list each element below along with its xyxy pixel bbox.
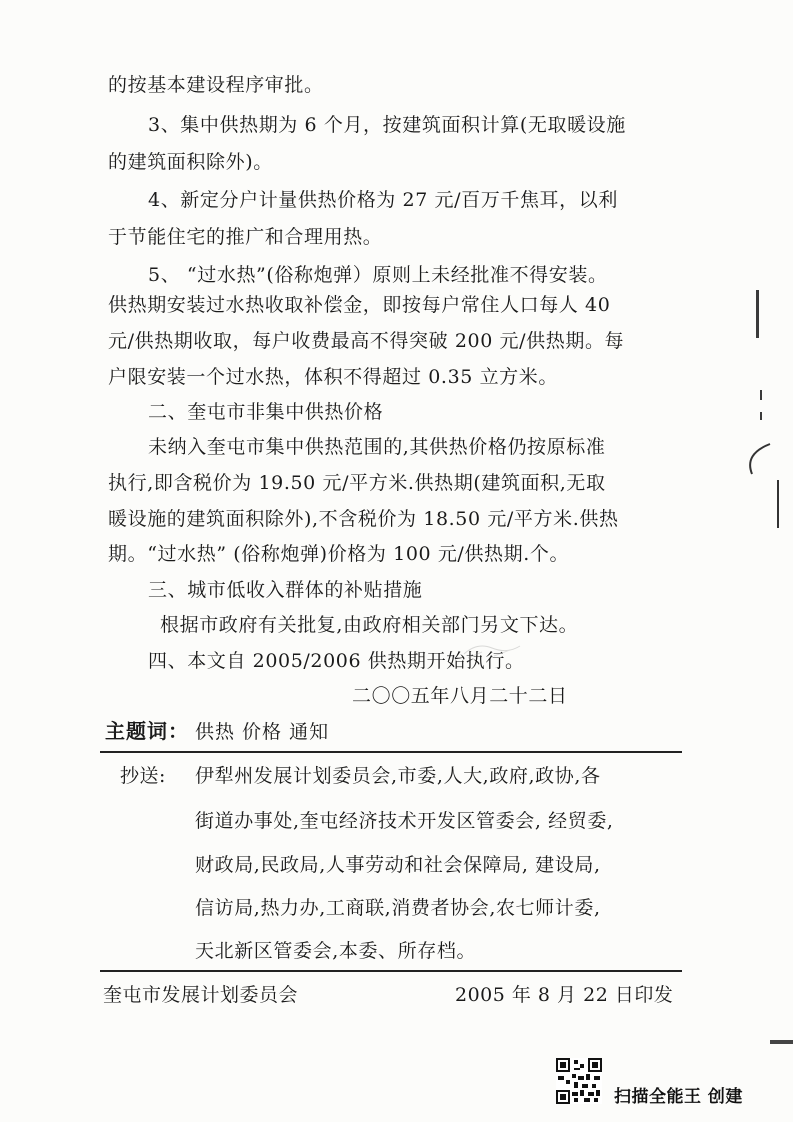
stamp-residue bbox=[462, 640, 522, 660]
section-heading: 三、城市低收入群体的补贴措施 bbox=[148, 579, 423, 601]
scan-edge-shadow bbox=[770, 1040, 793, 1044]
body-line: 5、 “过水热”(俗称炮弹）原则上未经批准不得安装。 bbox=[148, 264, 608, 286]
body-line: 于节能住宅的推广和合理用热。 bbox=[108, 226, 383, 248]
cc-line: 财政局,民政局,人事劳动和社会保障局, 建设局, bbox=[195, 854, 601, 876]
subject-words bbox=[105, 718, 329, 745]
section-heading: 四、本文自 2005/2006 供热期开始执行。 bbox=[148, 650, 525, 672]
qr-code-icon bbox=[556, 1058, 602, 1104]
watermark-text: 扫描全能王 创建 bbox=[614, 1087, 743, 1107]
scan-edge-mark bbox=[756, 290, 759, 338]
body-line: 暖设施的建筑面积除外),不含税价为 18.50 元/平方米.供热 bbox=[108, 508, 619, 530]
body-line: 执行,即含税价为 19.50 元/平方米.供热期(建筑面积,无取 bbox=[108, 472, 606, 494]
cc-line: 信访局,热力办,工商联,消费者协会,农七师计委, bbox=[195, 897, 601, 919]
cc-line: 天北新区管委会,本委、所存档。 bbox=[195, 940, 477, 962]
body-line: 元/供热期收取，每户收费最高不得突破 200 元/供热期。每 bbox=[108, 330, 625, 352]
scan-edge-mark bbox=[760, 390, 762, 400]
divider-rule bbox=[100, 751, 682, 753]
cc-line: 街道办事处,奎屯经济技术开发区管委会, 经贸委, bbox=[195, 810, 614, 832]
section-heading: 二、奎屯市非集中供热价格 bbox=[148, 401, 384, 423]
scan-edge-mark bbox=[760, 412, 762, 420]
print-date: 2005 年 8 月 22 日印发 bbox=[455, 984, 674, 1006]
body-line: 未纳入奎屯市集中供热范围的,其供热价格仍按原标准 bbox=[148, 436, 606, 458]
body-line: 根据市政府有关批复,由政府相关部门另文下达。 bbox=[160, 614, 579, 636]
scan-edge-curve bbox=[730, 440, 793, 530]
body-line: 3、集中供热期为 6 个月，按建筑面积计算(无取暖设施 bbox=[148, 114, 626, 136]
body-line: 户限安装一个过水热，体积不得超过 0.35 立方米。 bbox=[108, 366, 558, 388]
issuing-org: 奎屯市发展计划委员会 bbox=[103, 984, 299, 1006]
body-line: 的建筑面积除外)。 bbox=[108, 151, 273, 173]
document-date: 二〇〇五年八月二十二日 bbox=[352, 685, 568, 707]
body-line: 的按基本建设程序审批。 bbox=[108, 74, 324, 96]
scanner-watermark bbox=[548, 1052, 793, 1122]
cc-line: 伊犁州发展计划委员会,市委,人大,政府,政协,各 bbox=[195, 765, 601, 787]
body-line: 期。“过水热” (俗称炮弹)价格为 100 元/供热期.个。 bbox=[108, 543, 570, 565]
divider-rule bbox=[100, 970, 682, 972]
body-line: 供热期安装过水热收取补偿金，即按每户常住人口每人 40 bbox=[108, 294, 611, 316]
body-line: 4、新定分户计量供热价格为 27 元/百万千焦耳，以利 bbox=[148, 189, 618, 211]
cc-label: 抄送: bbox=[120, 765, 166, 787]
subject-label: 主题词： bbox=[105, 719, 189, 743]
subject-value: 供热 价格 通知 bbox=[195, 721, 330, 743]
